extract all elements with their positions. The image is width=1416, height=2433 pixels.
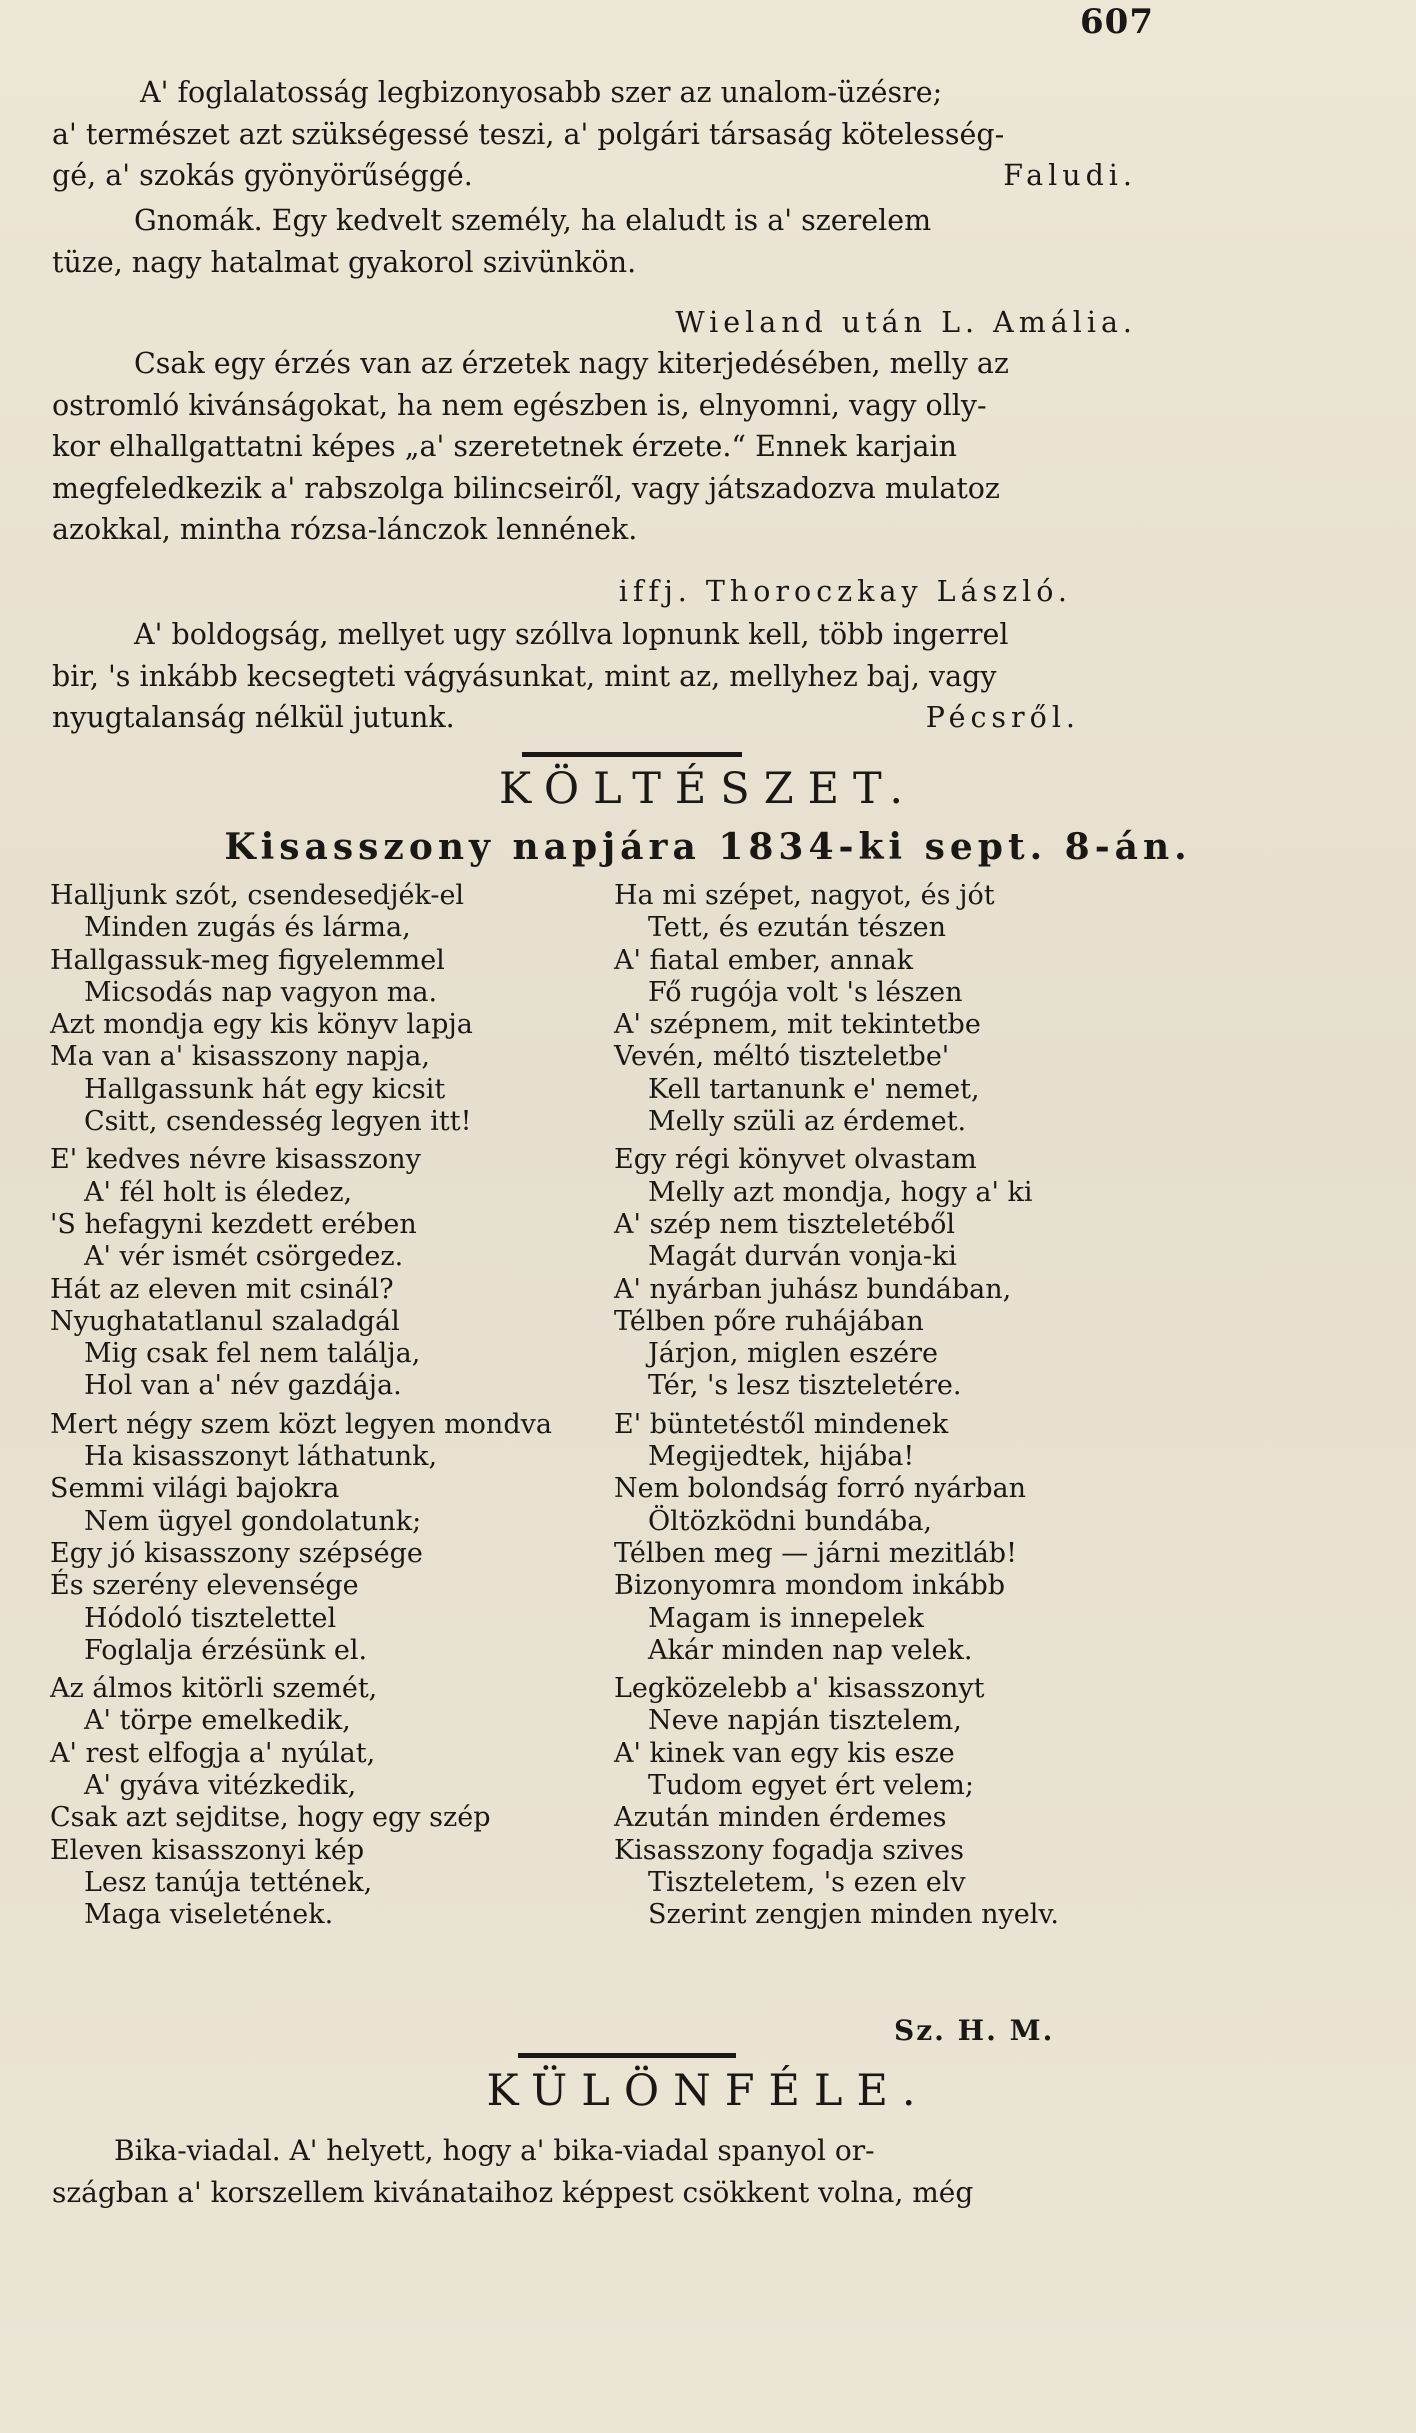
poem-line: Szerint zengjen minden nyelv. bbox=[648, 1899, 1060, 1931]
aphorism-line: megfeledkezik a' rabszolga bilincseiről, vagy játszadozva mulatoz bbox=[52, 471, 1000, 505]
aphorism-3-author: iffj. Thoroczkay László. bbox=[618, 575, 1072, 608]
section-title-kulonfele: KÜLÖNFÉLE. bbox=[486, 2066, 930, 2116]
aphorism-line: tüze, nagy hatalmat gyakorol szivünkön. bbox=[52, 245, 637, 279]
poem-line: A' nyárban juhász bundában, bbox=[614, 1273, 1012, 1305]
poem-line: Járjon, miglen eszére bbox=[648, 1338, 939, 1370]
poem-line: Nyughatatlanul szaladgál bbox=[50, 1305, 400, 1337]
poem-line: Hódoló tisztelettel bbox=[84, 1602, 337, 1634]
poem-line: Magát durván vonja-ki bbox=[648, 1241, 957, 1273]
aphorism-line: Gnomák. Egy kedvelt személy, ha elaludt is a' szerelem bbox=[134, 204, 932, 237]
poem-line: Melly azt mondja, hogy a' ki bbox=[648, 1176, 1033, 1208]
poem-line: Kisasszony fogadja szives bbox=[614, 1834, 964, 1866]
section-divider bbox=[522, 752, 742, 757]
poem-line: Lesz tanúja tettének, bbox=[84, 1866, 373, 1898]
poem-line: Magam is innepelek bbox=[648, 1602, 925, 1634]
poem-right-column bbox=[614, 880, 1059, 1932]
poem-line: Megijedtek, hijába! bbox=[648, 1441, 915, 1473]
paragraph-line: Bika-viadal. A' helyett, hogy a' bika-viadal spanyol or- bbox=[114, 2134, 875, 2167]
poem-line: Semmi világi bajokra bbox=[50, 1473, 340, 1505]
poem-line: Ha mi szépet, nagyot, és jót bbox=[614, 880, 995, 911]
page-number: 607 bbox=[1080, 2, 1154, 42]
final-paragraph bbox=[52, 2130, 1184, 2213]
poem-line: Nem ügyel gondolatunk; bbox=[84, 1505, 422, 1537]
poem-line: A' vér ismét csörgedez. bbox=[84, 1241, 404, 1273]
poem-line: A' gyáva vitézkedik, bbox=[84, 1770, 357, 1802]
aphorism-4-author: Pécsről. bbox=[925, 701, 1080, 734]
aphorism-line: A' foglalatosság legbizonyosabb szer az unalom-üzésre; bbox=[140, 76, 943, 109]
aphorism-line: nyugtalanság nélkül jutunk. bbox=[52, 701, 455, 734]
poem-line: Az álmos kitörli szemét, bbox=[50, 1673, 378, 1705]
poem-title: Kisasszony napjára 1834-ki sept. 8-án. bbox=[224, 826, 1192, 868]
poem-line: E' kedves névre kisasszony bbox=[50, 1144, 421, 1176]
aphorism-line: bir, 's inkább kecsegteti vágyásunkat, mint az, mellyhez baj, vagy bbox=[52, 659, 997, 693]
poem-line: A' rest elfogja a' nyúlat, bbox=[50, 1737, 376, 1769]
aphorism-line: Csak egy érzés van az érzetek nagy kiterjedésében, melly az bbox=[134, 347, 1009, 380]
poem-line: E' büntetéstől mindenek bbox=[614, 1408, 949, 1440]
paragraph-line: szágban a' korszellem kivánataihoz képpest csökkent volna, még bbox=[52, 2175, 974, 2209]
poem-line: A' fiatal ember, annak bbox=[614, 944, 914, 976]
poem-line: A' szép nem tiszteletéből bbox=[614, 1208, 955, 1240]
poem-line: A' törpe emelkedik, bbox=[84, 1705, 351, 1737]
poem-line: Eleven kisasszonyi kép bbox=[50, 1834, 365, 1866]
poem-line: Mert négy szem közt legyen mondva bbox=[50, 1408, 552, 1440]
poem-line: Tett, és ezután tészen bbox=[648, 912, 946, 944]
poem-line: Télben meg — járni mezitláb! bbox=[614, 1537, 1017, 1569]
poem-line: Egy régi könyvet olvastam bbox=[614, 1144, 977, 1176]
poem-line: Hát az eleven mit csinál? bbox=[50, 1273, 394, 1305]
aphorism-line: azokkal, mintha rózsa-lánczok lennének. bbox=[52, 513, 638, 546]
poem-line: Nem bolondság forró nyárban bbox=[614, 1473, 1027, 1505]
aphorism-2 bbox=[52, 200, 1184, 283]
poem-line: Ma van a' kisasszony napja, bbox=[50, 1041, 430, 1073]
section-title-kolteszet: KÖLTÉSZET. bbox=[498, 764, 918, 814]
poem-line: Fő rugója volt 's lészen bbox=[648, 976, 963, 1008]
poem-line: Vevén, méltó tiszteletbe' bbox=[614, 1041, 950, 1073]
poem-line: Csak azt sejditse, hogy egy szép bbox=[50, 1802, 491, 1834]
poem-line: Legközelebb a' kisasszonyt bbox=[614, 1673, 985, 1705]
poem-left-column bbox=[50, 880, 552, 1932]
poem-line: Mig csak fel nem találja, bbox=[84, 1338, 421, 1370]
aphorism-line: a' természet azt szükségessé teszi, a' polgári társaság kötelesség- bbox=[52, 117, 1005, 151]
poem-line: Halljunk szót, csendesedjék-el bbox=[50, 880, 465, 911]
aphorism-2-author: Wieland után L. Amália. bbox=[675, 306, 1137, 339]
poem-line: Neve napján tisztelem, bbox=[648, 1705, 962, 1737]
poem-line: Minden zugás és lárma, bbox=[84, 912, 411, 944]
poem-line: Egy jó kisasszony szépsége bbox=[50, 1537, 423, 1569]
poem-line: A' szépnem, mit tekintetbe bbox=[614, 1009, 981, 1041]
poem-line: És szerény elevensége bbox=[50, 1570, 359, 1602]
poem-line: Öltözködni bundába, bbox=[648, 1505, 933, 1537]
poem-line: Azt mondja egy kis könyv lapja bbox=[50, 1009, 473, 1041]
poem-line: Tudom egyet ért velem; bbox=[648, 1770, 974, 1802]
poem-line: Micsodás nap vagyon ma. bbox=[84, 976, 438, 1008]
aphorism-line: kor elhallgattatni képes „a' szeretetnek érzete.“ Ennek karjain bbox=[52, 430, 957, 463]
poem-line: Hallgassuk-meg figyelemmel bbox=[50, 944, 445, 976]
section-divider bbox=[518, 2053, 736, 2058]
poem-line: Télben pőre ruhájában bbox=[614, 1305, 924, 1337]
poem-line: Kell tartanunk e' nemet, bbox=[648, 1073, 980, 1105]
poem-line: Melly szüli az érdemet. bbox=[648, 1106, 967, 1138]
poem-signature: Sz. H. M. bbox=[894, 2014, 1055, 2047]
poem-line: Tiszteletem, 's ezen elv bbox=[648, 1866, 966, 1898]
poem-line: Csitt, csendesség legyen itt! bbox=[84, 1106, 472, 1138]
poem-line: Ha kisasszonyt láthatunk, bbox=[84, 1441, 438, 1473]
poem-line: 'S hefagyni kezdett erében bbox=[50, 1208, 417, 1240]
aphorism-3 bbox=[52, 343, 1184, 551]
aphorism-line: A' boldogság, mellyet ugy szóllva lopnunk kell, több ingerrel bbox=[134, 618, 1009, 651]
poem-line: Tér, 's lesz tiszteletére. bbox=[648, 1370, 962, 1402]
poem-line: Foglalja érzésünk el. bbox=[84, 1634, 368, 1666]
aphorism-1-author: Faludi. bbox=[1003, 159, 1137, 192]
poem-line: Bizonyomra mondom inkább bbox=[614, 1570, 1006, 1602]
poem-line: Azután minden érdemes bbox=[614, 1802, 947, 1834]
poem-line: Hol van a' név gazdája. bbox=[84, 1370, 402, 1402]
poem-line: A' fél holt is éledez, bbox=[84, 1176, 353, 1208]
poem-line: Maga viseletének. bbox=[84, 1899, 334, 1931]
aphorism-line: gé, a' szokás gyönyörűséggé. bbox=[52, 159, 473, 192]
aphorism-line: ostromló kivánságokat, ha nem egészben is, elnyomni, vagy olly- bbox=[52, 388, 987, 422]
poem-line: Akár minden nap velek. bbox=[648, 1634, 973, 1666]
poem-line: Hallgassunk hát egy kicsit bbox=[84, 1073, 446, 1105]
poem-line: A' kinek van egy kis esze bbox=[614, 1737, 955, 1769]
